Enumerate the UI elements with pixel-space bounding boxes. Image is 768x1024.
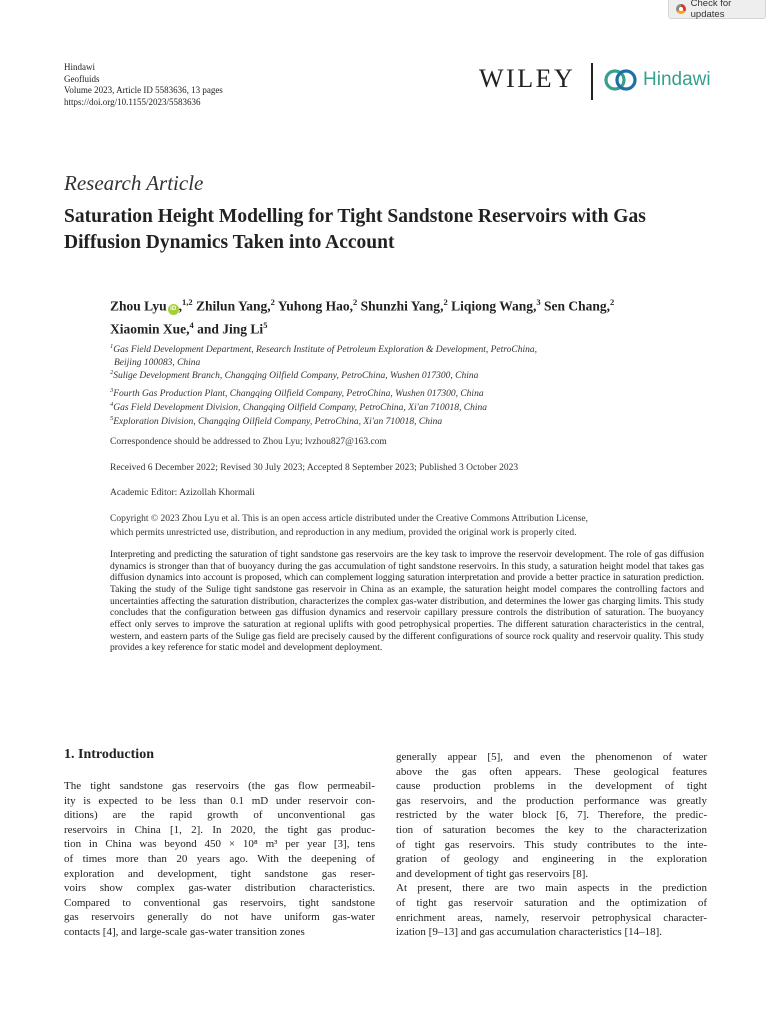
correspondence: Correspondence should be addressed to Zhou Lyu; lvzhou827@163.com — [110, 437, 387, 447]
hindawi-logo-text: Hindawi — [643, 69, 711, 90]
article-type: Research Article — [64, 171, 204, 195]
body-text-line: tion of saturation becomes the key to the characterization — [396, 823, 707, 836]
article-title: Saturation Height Modelling for Tight Sandstone Reservoirs with Gas Diffusion Dynamics Taken into Account — [64, 206, 646, 253]
journal-name: Geofluids — [64, 73, 100, 84]
body-text-line: of times more than 20 years ago. With the deepening of — [64, 852, 375, 865]
body-text-line: tion in China was beyond 450 × 10⁸ m³ per year [3], tens — [64, 838, 375, 851]
author-affiliation-sup: 5 — [263, 319, 268, 330]
copyright-line-2: which permits unrestricted use, distribution, and reproduction in any medium, provided the original work is properly cited. — [110, 528, 577, 538]
body-text-line: gas reservoirs, and the production performance was greatly — [396, 794, 707, 807]
body-text-line: contacts [4], and large-scale gas-water transition zones — [64, 925, 305, 938]
academic-editor: Academic Editor: Azizollah Khormali — [110, 488, 255, 498]
body-text-line: voirs show complex gas-water distribution characteristics. — [64, 882, 375, 895]
affiliation-2 — [110, 366, 670, 383]
author-name[interactable]: Yuhong Hao — [277, 298, 350, 314]
author-affiliation-sup: 2 — [443, 297, 448, 307]
body-text-line: generally appear [5], and even the phenomenon of water — [396, 751, 707, 763]
body-text-line: At present, there are two main aspects in the prediction — [396, 882, 707, 895]
author-affiliation-sup: 3 — [536, 297, 541, 307]
affiliation-number: 3 — [110, 387, 114, 394]
volume-info: Volume 2023, Article ID 5583636, 13 pages — [64, 85, 223, 95]
body-column-left — [64, 779, 375, 940]
affiliation-number: 4 — [110, 401, 114, 408]
author-name[interactable]: Sen Chang — [543, 298, 607, 314]
author-affiliation-sup: 2 — [610, 297, 615, 307]
body-text-line: The tight sandstone gas reservoirs (the gas flow permeabil- — [64, 780, 375, 792]
affiliation-text: Gas Field Development Department, Research Institute of Petroleum Exploration & Development, PetroChina, — [113, 345, 537, 356]
author-name[interactable]: Zhou Lyu — [110, 298, 167, 314]
body-text-line: exploration and development, tight sandstone gas reser- — [64, 867, 375, 880]
author-name[interactable]: Zhilun Yang — [196, 298, 268, 314]
author-name[interactable]: Liqiong Wang — [451, 298, 533, 314]
author-affiliation-sup: 4 — [189, 319, 194, 330]
body-text-line: and development of tight gas reservoirs [8]. — [396, 867, 589, 880]
body-text-line: ity is expected to be less than 0.1 mD under reservoir con- — [64, 794, 375, 807]
author-name[interactable]: Shunzhi Yang — [360, 298, 441, 314]
section-heading-introduction: 1. Introduction — [64, 747, 154, 762]
body-text-line: of tight gas reservoirs. This study contributes to the inte- — [396, 838, 707, 851]
author-affiliation-sup: 2 — [353, 297, 358, 307]
crossmark-icon — [676, 4, 686, 14]
author-list: Zhou Lyu iD ,$^{1,2}$ Zhilun Yang,$^2$ Yuhong Hao,$^2$ Shunzhi Yang,$^2$ Liqiong Wang,$^3$ Sen Chang,$^2$ Xiaomin Xue,$^4$ and Jing Li$^5$ — [110, 297, 615, 336]
check-for-updates-label: Check for updates — [690, 0, 732, 20]
check-for-updates-button[interactable] — [668, 0, 766, 19]
affiliation-5 — [110, 412, 670, 429]
publication-dates: Received 6 December 2022; Revised 30 July 2023; Accepted 8 September 2023; Published 3 October 2023 — [110, 463, 519, 473]
affiliation-text: Sulige Development Branch, Changqing Oilfield Company, PetroChina, Wushen 017300, China — [113, 371, 479, 382]
author-affiliation-sup: 2 — [270, 297, 275, 307]
affiliation-number: 5 — [110, 415, 114, 422]
affiliation-text: Beijing 100083, China — [114, 358, 201, 369]
body-text-line: cause production problems in the development of tight — [396, 780, 707, 793]
orcid-icon[interactable]: iD — [168, 304, 179, 315]
doi-link[interactable]: https://doi.org/10.1155/2023/5583636 — [64, 96, 201, 107]
body-text-line: above the gas often appears. These geological features — [396, 765, 707, 778]
copyright-line-1: Copyright © 2023 Zhou Lyu et al. This is an open access article distributed under the Creative Commons Attribution License, — [110, 514, 588, 524]
body-text-line: gas reservoirs generally do not have uniform gas-water — [64, 911, 375, 924]
body-text-line: gration of geology and engineering in the exploration — [396, 853, 707, 866]
body-text-line: ditions) are the rapid growth of unconventional gas — [64, 809, 375, 822]
body-text-line: restricted by the water block [6, 7]. Therefore, the predic- — [396, 809, 707, 822]
affiliation-number: 2 — [110, 369, 114, 376]
author-name[interactable]: Xiaomin Xue — [110, 321, 187, 336]
affiliation-text: Gas Field Development Division, Changqing Oilfield Company, PetroChina, Xi'an 710018, China — [113, 403, 487, 414]
affiliation-text: Exploration Division, Changqing Oilfield Company, PetroChina, Xi'an 710018, China — [113, 417, 443, 428]
wiley-logo: WILEY — [479, 64, 576, 93]
author-affiliation-sup: 1,2 — [182, 297, 193, 307]
body-text-line: reservoirs in China [1, 2]. In 2020, the tight gas produc- — [64, 823, 375, 836]
author-name[interactable]: Jing Li — [222, 321, 264, 336]
hindawi-logo-icon — [603, 68, 639, 92]
author-connector: and — [197, 321, 219, 336]
body-text-line: Compared to conventional gas reservoirs, tight sandstone — [64, 896, 375, 909]
affiliation-number: 1 — [110, 343, 114, 350]
body-text-line: of tight gas reservoir saturation and the optimization of — [396, 896, 707, 909]
body-text-line: ization [9–13] and gas accumulation characteristics [14–18]. — [396, 926, 663, 939]
affiliation-text: Fourth Gas Production Plant, Changqing Oilfield Company, PetroChina, Wushen 017300, China — [113, 389, 484, 400]
abstract: Interpreting and predicting the saturation of tight sandstone gas reservoirs are the key task to improve the reservoir development. The role of gas diffusion dynamics is stronger than that of buoyancy during the gas accumulation of tight sandstone reservoirs. In this study, a saturation height model that takes gas diffusion dynamics into account is proposed, which can complement logging saturation interpretation and provide a better practice in saturation prediction. Taking the study of the Sulige tight sandstone gas reservoir in China as an example, the saturation height model compares the controlling factors and uncertainties affecting the saturation distribution, characterizes the complex gas-water distribution, and determines the lower gas charging limits. This study concludes that the configuration between gas diffusion dynamics and reservoir capillary pressure controls the distribution of saturation. The buoyancy effect only serves to improve the saturation at regional uplifts with good petrophysical properties. The different saturation characteristics in the central, western, and eastern parts of the Sulige gas field are precisely caused by the different configurations of source rock quality and reservoir quality. This study provides a key reference for static model and development deployment. — [110, 550, 704, 654]
body-text-line: enrichment areas, namely, reservoir petrophysical character- — [396, 911, 707, 924]
logo-divider — [591, 63, 593, 100]
body-column-right — [396, 750, 707, 940]
publisher-name: Hindawi — [64, 62, 95, 72]
